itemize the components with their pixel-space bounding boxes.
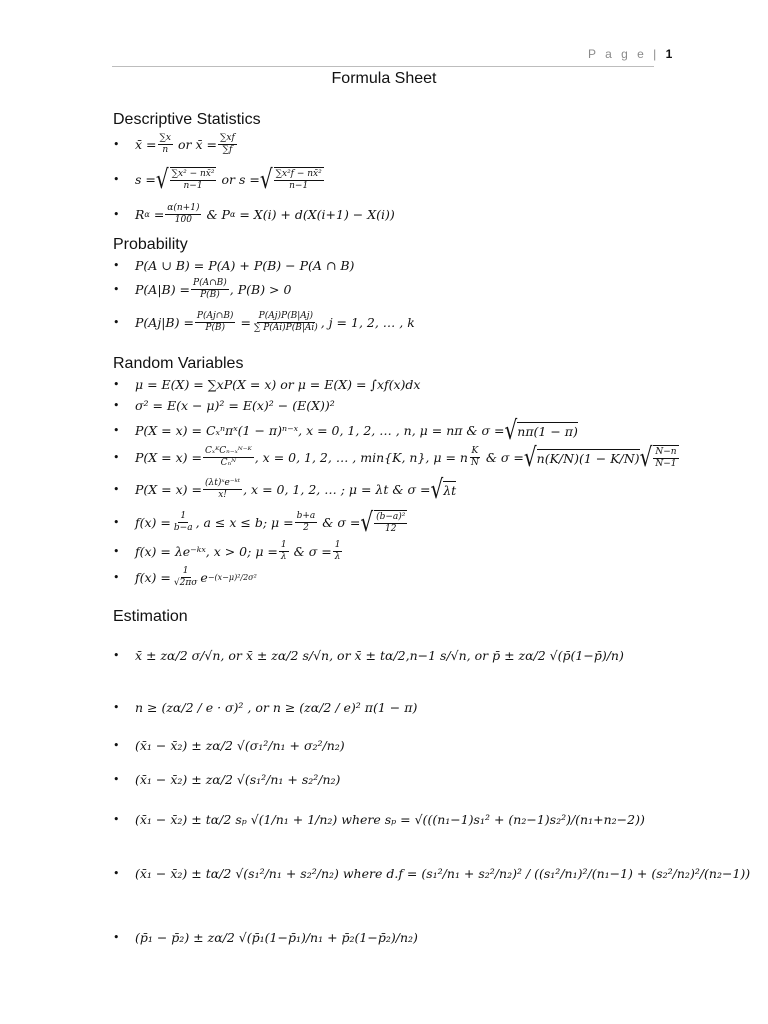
formula-normal: • f(x) = $\frac{1}{√2\pi\sigma}$ e −(x−μ)²/2σ² bbox=[113, 566, 257, 588]
header-divider bbox=[112, 66, 654, 67]
section-random-variables: Random Variables bbox=[113, 355, 244, 372]
formula-std-dev: • s = √ ∑x² − nx̄² n−1 or s = √ ∑x²f − nx̄² n−1 bbox=[113, 163, 322, 195]
page-number-header bbox=[588, 47, 672, 61]
formula-diff-means-z-s: • (x̄₁ − x̄₂) ± zα/2 √(s₁²/n₁ + s₂²/n₂) bbox=[113, 772, 341, 787]
section-descriptive-statistics: Descriptive Statistics bbox=[113, 111, 261, 128]
formula-variance: • σ² = E(x − μ)² = E(x)² − (E(X))² bbox=[113, 398, 335, 413]
formula-expectation: • μ = E(X) = ∑xP(X = x) or μ = E(X) = ∫xf(x)dx bbox=[113, 377, 421, 392]
formula-percentile: • R α = $\frac{\alpha(n+1)}{100}$ & P α = X(i) + d(X(i+1) − X(i)) bbox=[113, 203, 395, 225]
formula-mean: • x̄ = $\frac{\sum x}{n}$ or x̄ = $\frac{\sum xf}{\sum f}$ bbox=[113, 133, 235, 155]
formula-conditional: • P(A|B) = $\frac{P(A\cap B)}{P(B)}$ , P(B) > 0 bbox=[113, 278, 292, 300]
formula-hypergeometric: • P(X = x) = CₓᴷCₙ₋ₓᴺ⁻ᴷ Cₙᴺ , x = 0, 1, 2, … , min{K, n}, μ = n K N & σ = √ n(K/N)(1 − K/N) √ N−n N−1 bbox=[113, 441, 677, 473]
formula-diff-means-pooled: • (x̄₁ − x̄₂) ± tα/2 sₚ √(1/n₁ + 1/n₂) where sₚ = √(((n₁−1)s₁² + (n₂−1)s₂²)/(n₁+n₂−2)) bbox=[113, 812, 645, 827]
formula-sample-size: • n ≥ (zα/2 / e · σ)² , or n ≥ (zα/2 / e)² π(1 − π) bbox=[113, 700, 418, 715]
formula-poisson: • P(X = x) = $\frac{\text{(λt)ˣe⁻ᵏᵗ}}{x!}$ , x = 0, 1, 2, … ; μ = λt & σ = √ λt bbox=[113, 473, 457, 505]
section-estimation: Estimation bbox=[113, 608, 188, 625]
page-label: P a g e | bbox=[588, 47, 660, 61]
formula-bayes: • P(Aj|B) = $\frac{P(Aj\cap B)}{P(B)}$ = $\frac{P(Aj)P(B|Aj)}{\sum P(Ai)P(B|Ai)}$ , j = 1, 2, … , k bbox=[113, 311, 415, 333]
section-probability: Probability bbox=[113, 236, 188, 253]
formula-diff-proportions: • (p̄₁ − p̄₂) ± zα/2 √(p̄₁(1−p̄₁)/n₁ + p̄₂(1−p̄₂)/n₂) bbox=[113, 930, 418, 945]
formula-uniform: • f(x) = $\frac{1}{b-a}$ , a ≤ x ≤ b; μ = $\frac{b+a}{2}$ & σ = √ (b−a)² 12 bbox=[113, 506, 406, 538]
formula-exponential: • f(x) = λe⁻ᵏˣ, x > 0; μ = $\frac{1}{\lambda}$ & σ = $\frac{1}{\lambda}$ bbox=[113, 540, 341, 562]
formula-binomial: • P(X = x) = Cₓⁿπˣ(1 − π)ⁿ⁻ˣ, x = 0, 1, 2, … , n, μ = nπ & σ = √ nπ(1 − π) bbox=[113, 414, 578, 446]
formula-addition-rule: • P(A ∪ B) = P(A) + P(B) − P(A ∩ B) bbox=[113, 258, 355, 273]
page-title: Formula Sheet bbox=[331, 70, 437, 87]
page-number: 1 bbox=[665, 47, 673, 61]
formula-diff-means-z-sigma: • (x̄₁ − x̄₂) ± zα/2 √(σ₁²/n₁ + σ₂²/n₂) bbox=[113, 738, 345, 753]
formula-confidence-intervals: • x̄ ± zα/2 σ/√n, or x̄ ± zα/2 s/√n, or x̄ ± tα/2,n−1 s/√n, or p̄ ± zα/2 √(p̄(1−p̄)/n) bbox=[113, 648, 624, 663]
formula-diff-means-welch: • (x̄₁ − x̄₂) ± tα/2 √(s₁²/n₁ + s₂²/n₂) where d.f = (s₁²/n₁ + s₂²/n₂)² / ((s₁²/n₁)²/(n₁−1) + (s₂²/n₂)²/(n₂−1)) bbox=[113, 866, 751, 881]
